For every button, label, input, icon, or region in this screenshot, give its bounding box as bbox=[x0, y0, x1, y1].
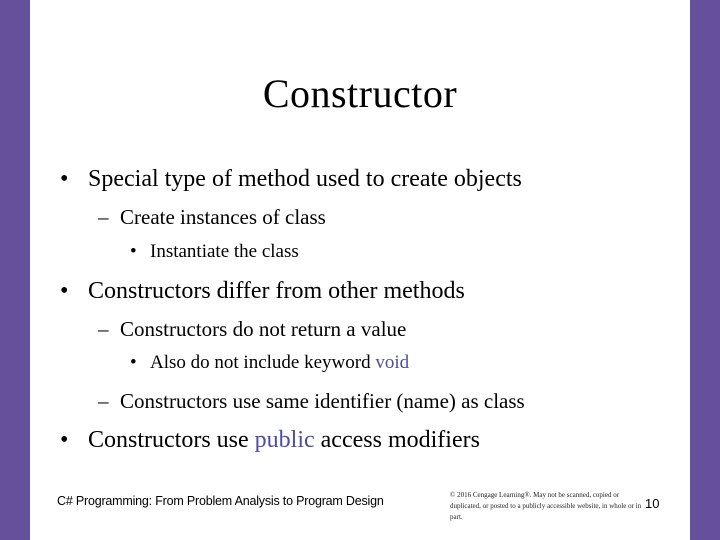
bullet-marker: • bbox=[60, 166, 69, 192]
bullet-marker: • bbox=[60, 278, 69, 304]
left-side-bar bbox=[0, 0, 30, 540]
page-number: 10 bbox=[645, 496, 660, 511]
footer-copyright: © 2016 Cengage Learning®. May not be scanned, copied or duplicated, or posted to a publicly accessible website, in whole or in part. bbox=[450, 491, 642, 521]
bullet-text: Constructors use same identifier (name) as class bbox=[120, 389, 525, 413]
dash-marker: – bbox=[98, 317, 109, 341]
bullet-level1 bbox=[60, 165, 522, 193]
bullet-level3 bbox=[130, 352, 409, 374]
bullet-text: Create instances of class bbox=[120, 205, 326, 229]
dash-marker: – bbox=[98, 389, 109, 413]
bullet-text: Constructors differ from other methods bbox=[88, 278, 465, 304]
bullet-level2 bbox=[98, 317, 406, 341]
bullet-text: Instantiate the class bbox=[150, 241, 299, 262]
slide-title: Constructor bbox=[262, 71, 458, 116]
keyword-public: public bbox=[254, 427, 315, 453]
bullet-marker: • bbox=[130, 352, 137, 373]
bullet-level1 bbox=[60, 426, 480, 454]
bullet-text: access modifiers bbox=[314, 427, 480, 453]
bullet-level3 bbox=[130, 241, 299, 263]
bullet-marker: • bbox=[60, 427, 69, 453]
bullet-text: Special type of method used to create objects bbox=[88, 166, 522, 192]
footer-course-title: C# Programming: From Problem Analysis to Program Design bbox=[57, 494, 384, 508]
bullet-text: Constructors do not return a value bbox=[120, 317, 407, 341]
slide bbox=[30, 0, 690, 540]
bullet-text: Also do not include keyword bbox=[150, 352, 376, 373]
keyword-void: void bbox=[375, 352, 410, 373]
bullet-level2 bbox=[98, 389, 525, 413]
bullet-level1 bbox=[60, 277, 465, 305]
bullet-level2 bbox=[98, 205, 326, 229]
bullet-text: Constructors use bbox=[88, 427, 255, 453]
dash-marker: – bbox=[98, 205, 109, 229]
right-side-bar bbox=[690, 0, 720, 540]
bullet-marker: • bbox=[130, 241, 137, 262]
